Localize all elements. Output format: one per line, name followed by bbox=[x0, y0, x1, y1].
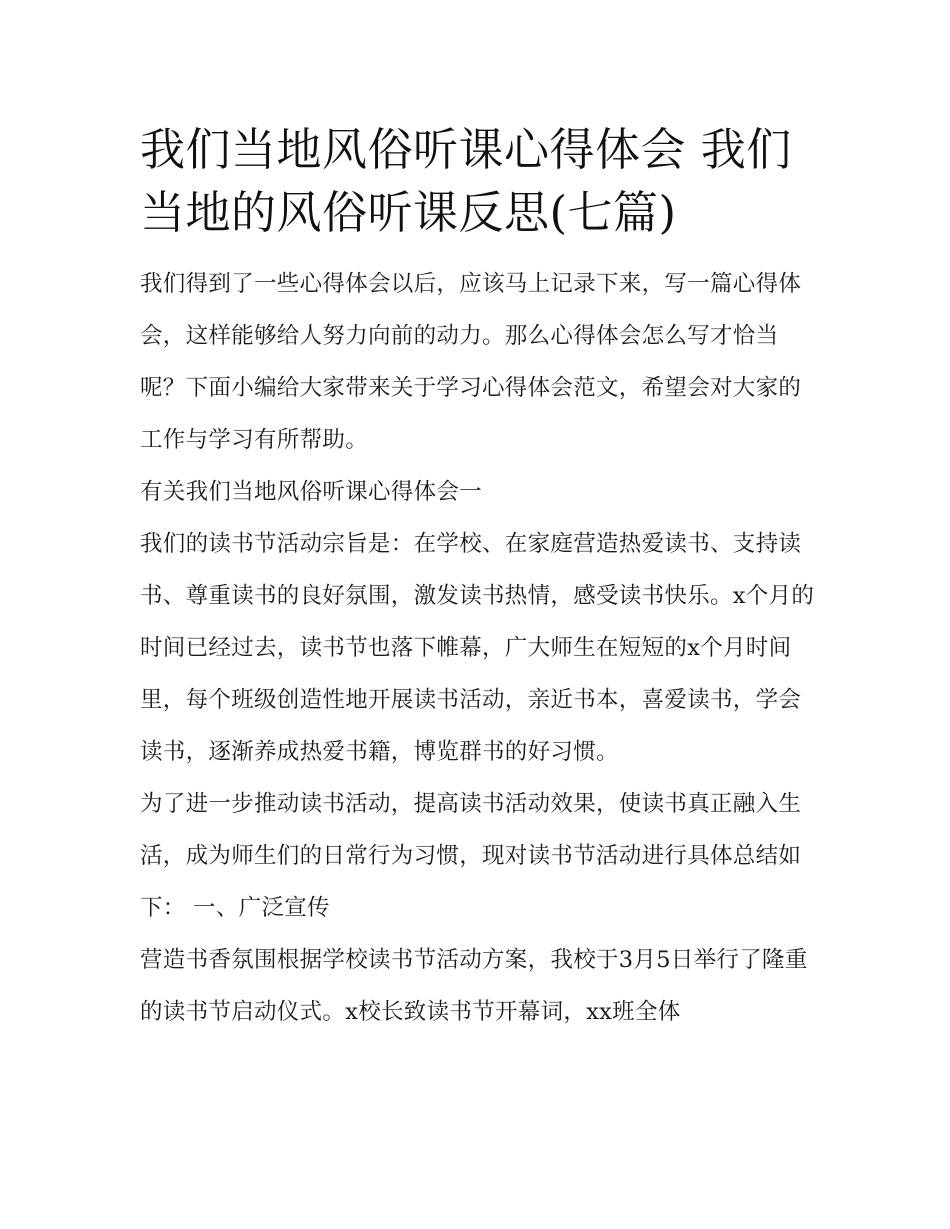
document-title: 我们当地风俗听课心得体会 我们当地的风俗听课反思(七篇) bbox=[140, 123, 792, 239]
body-paragraph: 我们的读书节活动宗旨是：在学校、在家庭营造热爱读书、支持读书、尊重读书的良好氛围，激发读书热情，感受读书快乐。x个月的时间已经过去，读书节也落下帷幕，广大师生在短短的x个月时间里，每个班级创造性地开展读书活动，亲近书本，喜爱读书，学会读书，逐渐养成热爱书籍，博览群书的好习惯。 bbox=[140, 531, 815, 765]
document-content bbox=[140, 118, 815, 1038]
intro-paragraph: 我们得到了一些心得体会以后，应该马上记录下来，写一篇心得体会，这样能够给人努力向前的动力。那么心得体会怎么写才恰当呢？下面小编给大家带来关于学习心得体会范文，希望会对大家的工作与学习有所帮助。 bbox=[140, 271, 802, 453]
body-paragraph: 为了进一步推动读书活动，提高读书活动效果，使读书真正融入生活，成为师生们的日常行为习惯，现对读书节活动进行具体总结如下： 一、广泛宣传 bbox=[140, 791, 802, 921]
body-paragraph: 营造书香氛围根据学校读书节活动方案，我校于3月5日举行了隆重的读书节启动仪式。x校长致读书节开幕词，xx班全体 bbox=[140, 947, 808, 1025]
section-heading: 有关我们当地风俗听课心得体会一 bbox=[140, 479, 483, 505]
